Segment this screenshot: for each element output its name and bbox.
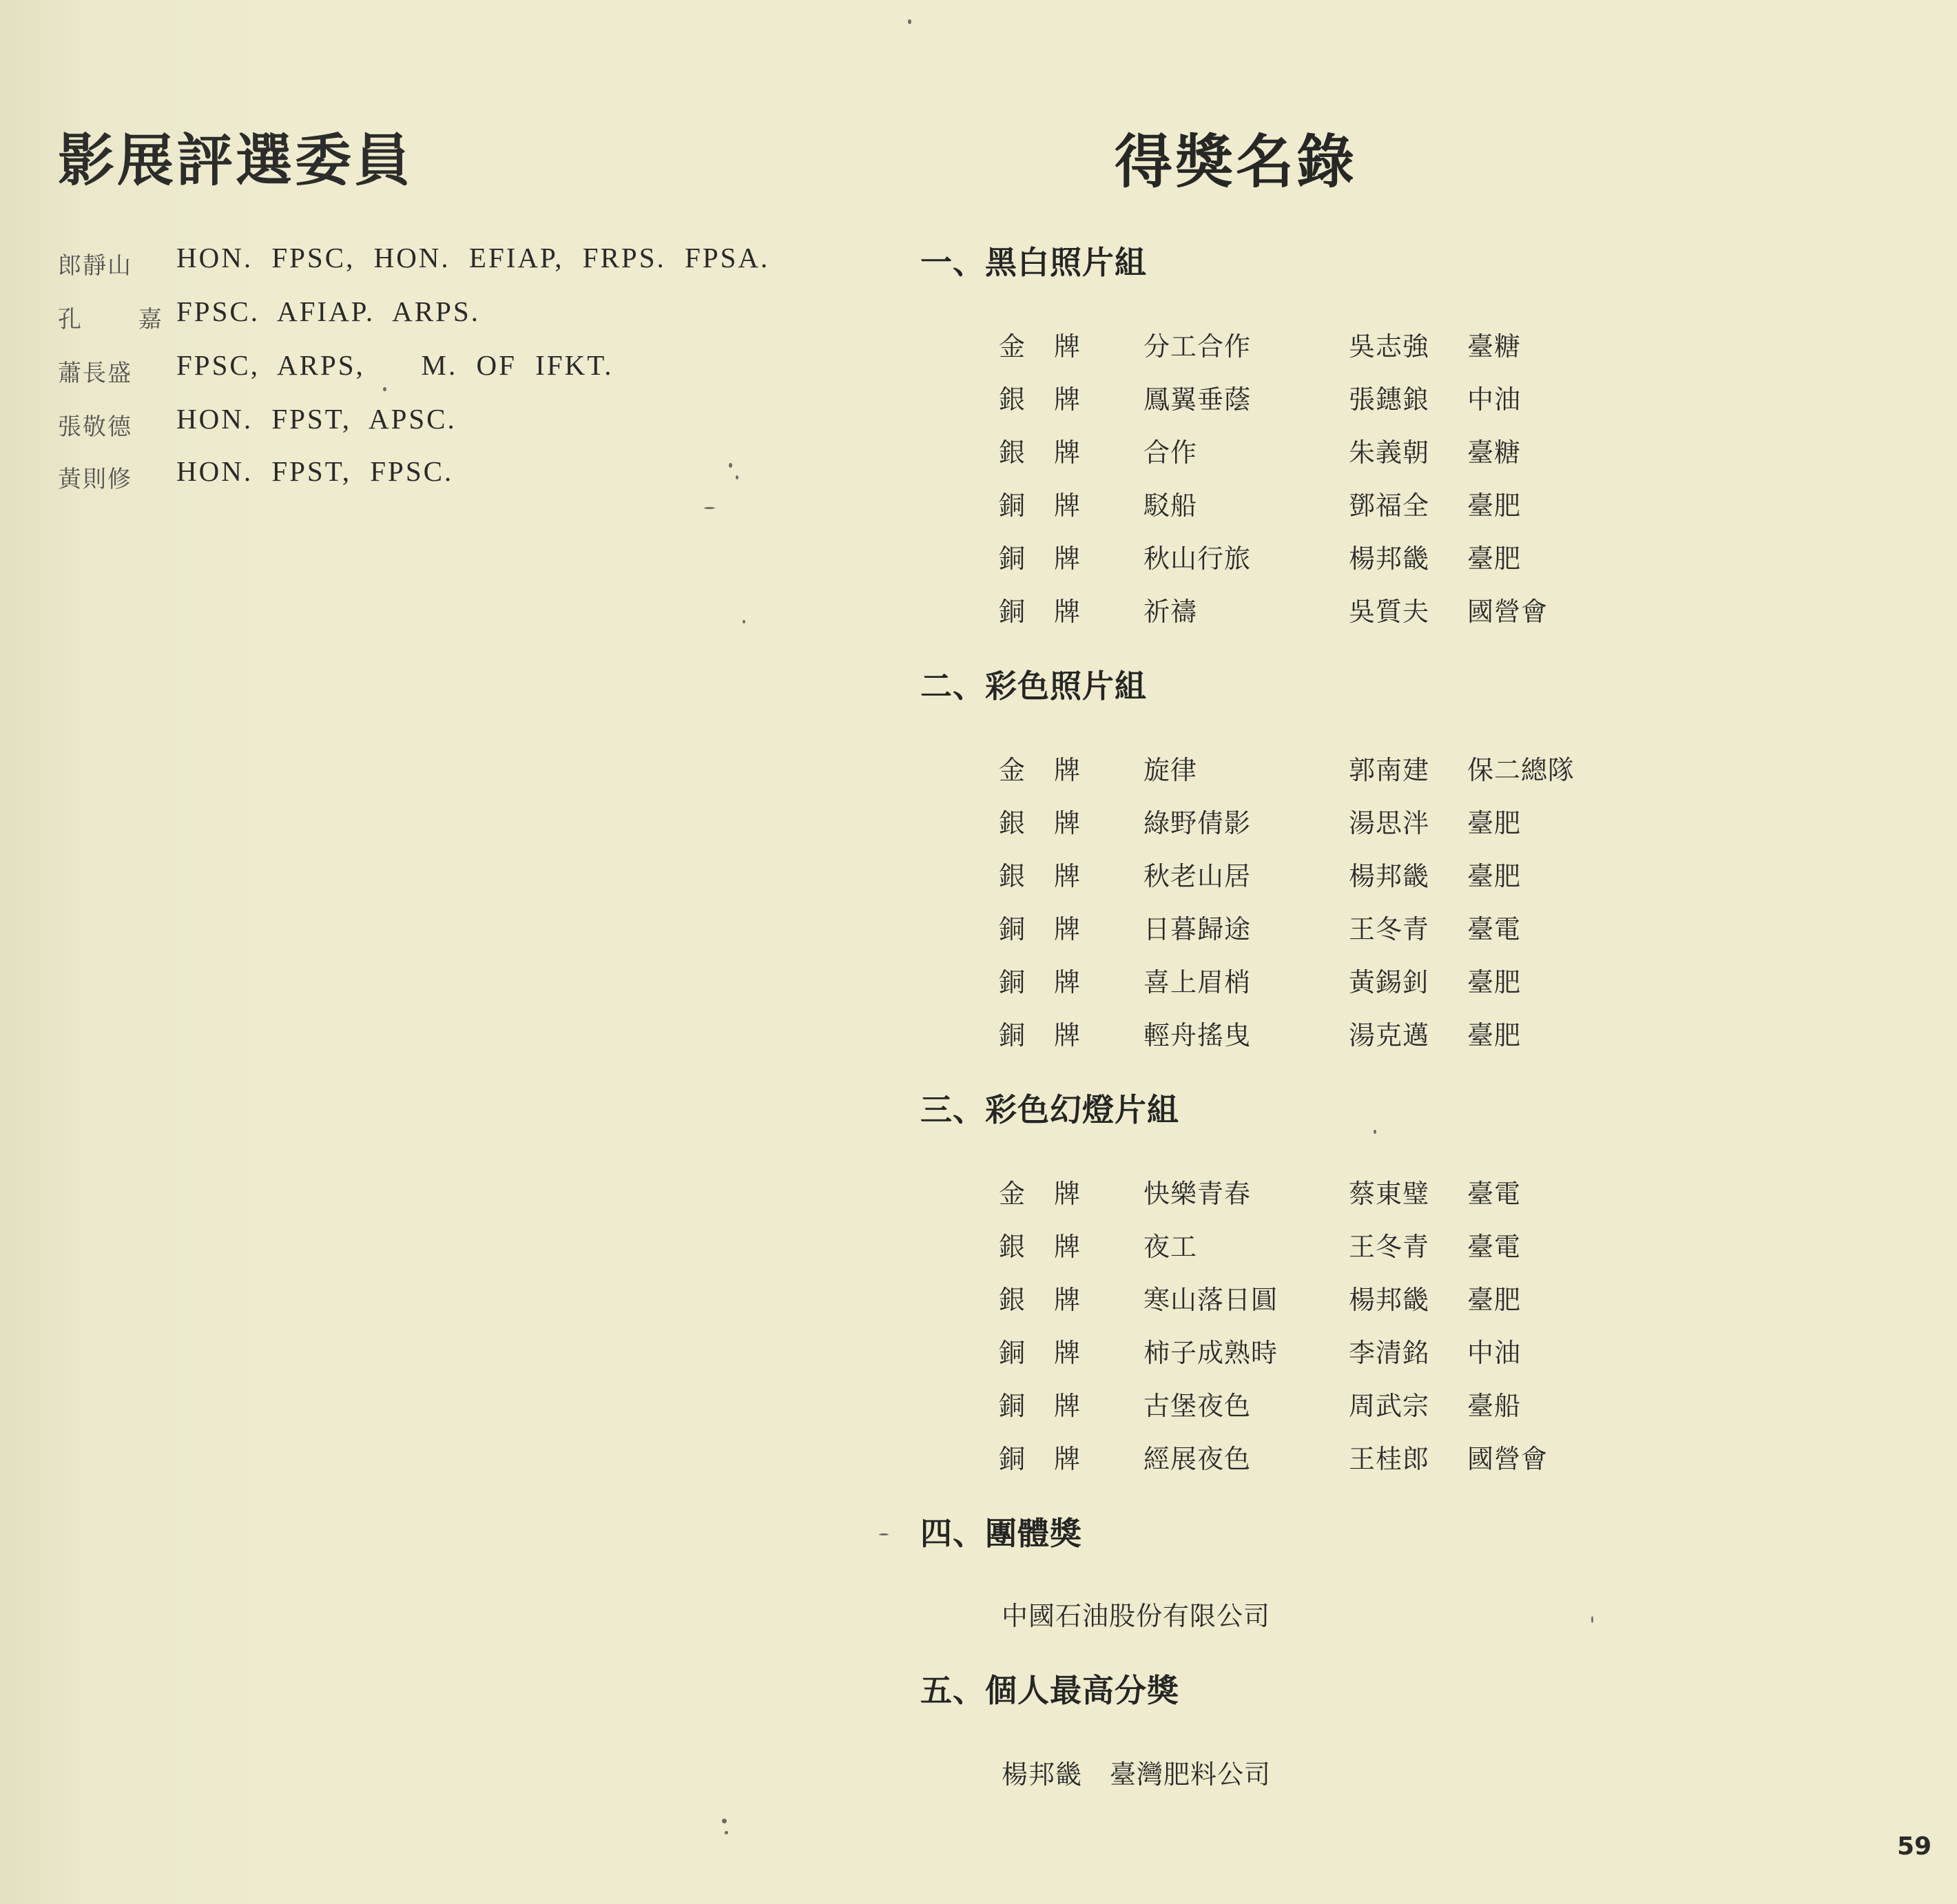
judge-titles: FPSC. AFIAP. ARPS. [176, 296, 480, 327]
judge-titles: HON. FPST, FPSC. [176, 455, 454, 487]
paper-speck [1374, 1130, 1376, 1134]
paper-speck [908, 19, 911, 24]
paper-speck [1591, 1616, 1593, 1623]
medal: 金牌 [999, 1179, 1110, 1209]
winner-org: 臺糖 [1467, 437, 1522, 468]
winner-org: 臺肥 [1467, 544, 1522, 574]
section-heading-color-photo: 二、彩色照片組 [920, 668, 1147, 705]
judge-name: 孔 嘉 [58, 306, 187, 333]
medal: 銀牌 [999, 1285, 1110, 1315]
winner-name: 周武宗 [1349, 1391, 1430, 1421]
judge-titles: HON. FPST, APSC. [176, 403, 457, 435]
paper-speck [736, 475, 738, 479]
winner-name: 楊邦畿 [1349, 1285, 1430, 1315]
medal: 銅牌 [999, 1338, 1110, 1368]
medal: 金牌 [999, 755, 1110, 785]
work-title: 夜工 [1143, 1232, 1198, 1262]
winner-org: 臺肥 [1467, 967, 1522, 997]
top-individual-name: 楊邦畿 [1002, 1759, 1083, 1790]
group-award-winner: 中國石油股份有限公司 [1002, 1601, 1271, 1631]
winner-name: 王冬青 [1349, 914, 1430, 944]
paper-speck [704, 507, 715, 509]
winner-name: 鄧福全 [1349, 490, 1430, 521]
work-title: 輕舟搖曳 [1143, 1020, 1252, 1051]
paper-speck [729, 463, 732, 468]
paper-speck [879, 1533, 889, 1535]
paper-speck [743, 620, 745, 623]
work-title: 經展夜色 [1143, 1444, 1252, 1474]
work-title: 寒山落日圓 [1143, 1285, 1278, 1315]
winner-org: 國營會 [1467, 597, 1549, 627]
winner-name: 湯克邁 [1349, 1020, 1430, 1051]
judge-titles: FPSC, ARPS, M. OF IFKT. [176, 349, 614, 381]
judges-title: 影展評選委員 [58, 128, 414, 194]
section-heading-group-award: 四、團體獎 [920, 1515, 1082, 1552]
winner-org: 國營會 [1467, 1444, 1549, 1474]
winner-name: 朱義朝 [1349, 437, 1430, 468]
page-number: 59 [1897, 1832, 1932, 1861]
winner-org: 臺肥 [1467, 861, 1522, 891]
medal: 銅牌 [999, 914, 1110, 944]
winner-org: 臺電 [1467, 1179, 1522, 1209]
winner-name: 楊邦畿 [1349, 544, 1430, 574]
section-heading-black-white: 一、黑白照片組 [920, 244, 1147, 281]
work-title: 秋山行旅 [1143, 544, 1252, 574]
winner-org: 臺糖 [1467, 331, 1522, 362]
winner-org: 臺肥 [1467, 1285, 1522, 1315]
judge-name: 黃則修 [58, 466, 132, 493]
paper-speck [725, 1831, 728, 1834]
work-title: 古堡夜色 [1143, 1391, 1252, 1421]
winner-name: 湯思泮 [1349, 808, 1430, 838]
medal: 銅牌 [999, 1391, 1110, 1421]
winner-org: 臺船 [1467, 1391, 1522, 1421]
medal: 銀牌 [999, 861, 1110, 891]
judge-name: 張敬德 [58, 413, 132, 441]
top-individual-org: 臺灣肥料公司 [1110, 1759, 1272, 1790]
paper-speck [383, 387, 386, 391]
work-title: 日暮歸途 [1143, 914, 1252, 944]
work-title: 駁船 [1143, 490, 1198, 521]
winner-name: 張鏸鋃 [1349, 384, 1430, 415]
paper-speck [722, 1819, 727, 1823]
winner-org: 臺肥 [1467, 1020, 1522, 1051]
winner-name: 王桂郎 [1349, 1444, 1430, 1474]
winner-org: 臺肥 [1467, 490, 1522, 521]
medal: 銅牌 [999, 544, 1110, 574]
winner-org: 中油 [1467, 1338, 1522, 1368]
work-title: 分工合作 [1143, 331, 1252, 362]
section-heading-top-individual: 五、個人最高分獎 [920, 1672, 1179, 1709]
work-title: 祈禱 [1143, 597, 1198, 627]
winner-org: 臺電 [1467, 914, 1522, 944]
winner-org: 臺肥 [1467, 808, 1522, 838]
medal: 銅牌 [999, 967, 1110, 997]
judge-name: 郎靜山 [58, 252, 132, 280]
medal: 銀牌 [999, 437, 1110, 468]
medal: 銀牌 [999, 384, 1110, 415]
winner-org: 保二總隊 [1467, 755, 1575, 785]
winner-name: 吳質夫 [1349, 597, 1430, 627]
work-title: 鳳翼垂蔭 [1143, 384, 1252, 415]
judge-titles: HON. FPSC, HON. EFIAP, FRPS. FPSA. [176, 242, 770, 273]
winner-org: 中油 [1467, 384, 1522, 415]
winner-name: 王冬青 [1349, 1232, 1430, 1262]
medal: 金牌 [999, 331, 1110, 362]
work-title: 旋律 [1143, 755, 1198, 785]
work-title: 綠野倩影 [1143, 808, 1252, 838]
winner-name: 楊邦畿 [1349, 861, 1430, 891]
medal: 銅牌 [999, 597, 1110, 627]
medal: 銀牌 [999, 1232, 1110, 1262]
work-title: 喜上眉梢 [1143, 967, 1252, 997]
medal: 銅牌 [999, 1444, 1110, 1474]
winner-name: 李清銘 [1349, 1338, 1430, 1368]
awards-title: 得獎名錄 [1115, 128, 1358, 196]
winner-name: 蔡東璧 [1349, 1179, 1430, 1209]
work-title: 秋老山居 [1143, 861, 1252, 891]
judge-name: 蕭長盛 [58, 360, 132, 387]
top-individual-winner [1002, 1753, 1271, 1791]
section-heading-color-slide: 三、彩色幻燈片組 [920, 1091, 1179, 1128]
medal: 銅牌 [999, 490, 1110, 521]
work-title: 快樂青春 [1143, 1179, 1252, 1209]
winner-name: 郭南建 [1349, 755, 1430, 785]
work-title: 合作 [1143, 437, 1198, 468]
medal: 銅牌 [999, 1020, 1110, 1051]
medal: 銀牌 [999, 808, 1110, 838]
winner-name: 吳志強 [1349, 331, 1430, 362]
winner-org: 臺電 [1467, 1232, 1522, 1262]
work-title: 柿子成熟時 [1143, 1338, 1278, 1368]
winner-name: 黃錫釗 [1349, 967, 1430, 997]
